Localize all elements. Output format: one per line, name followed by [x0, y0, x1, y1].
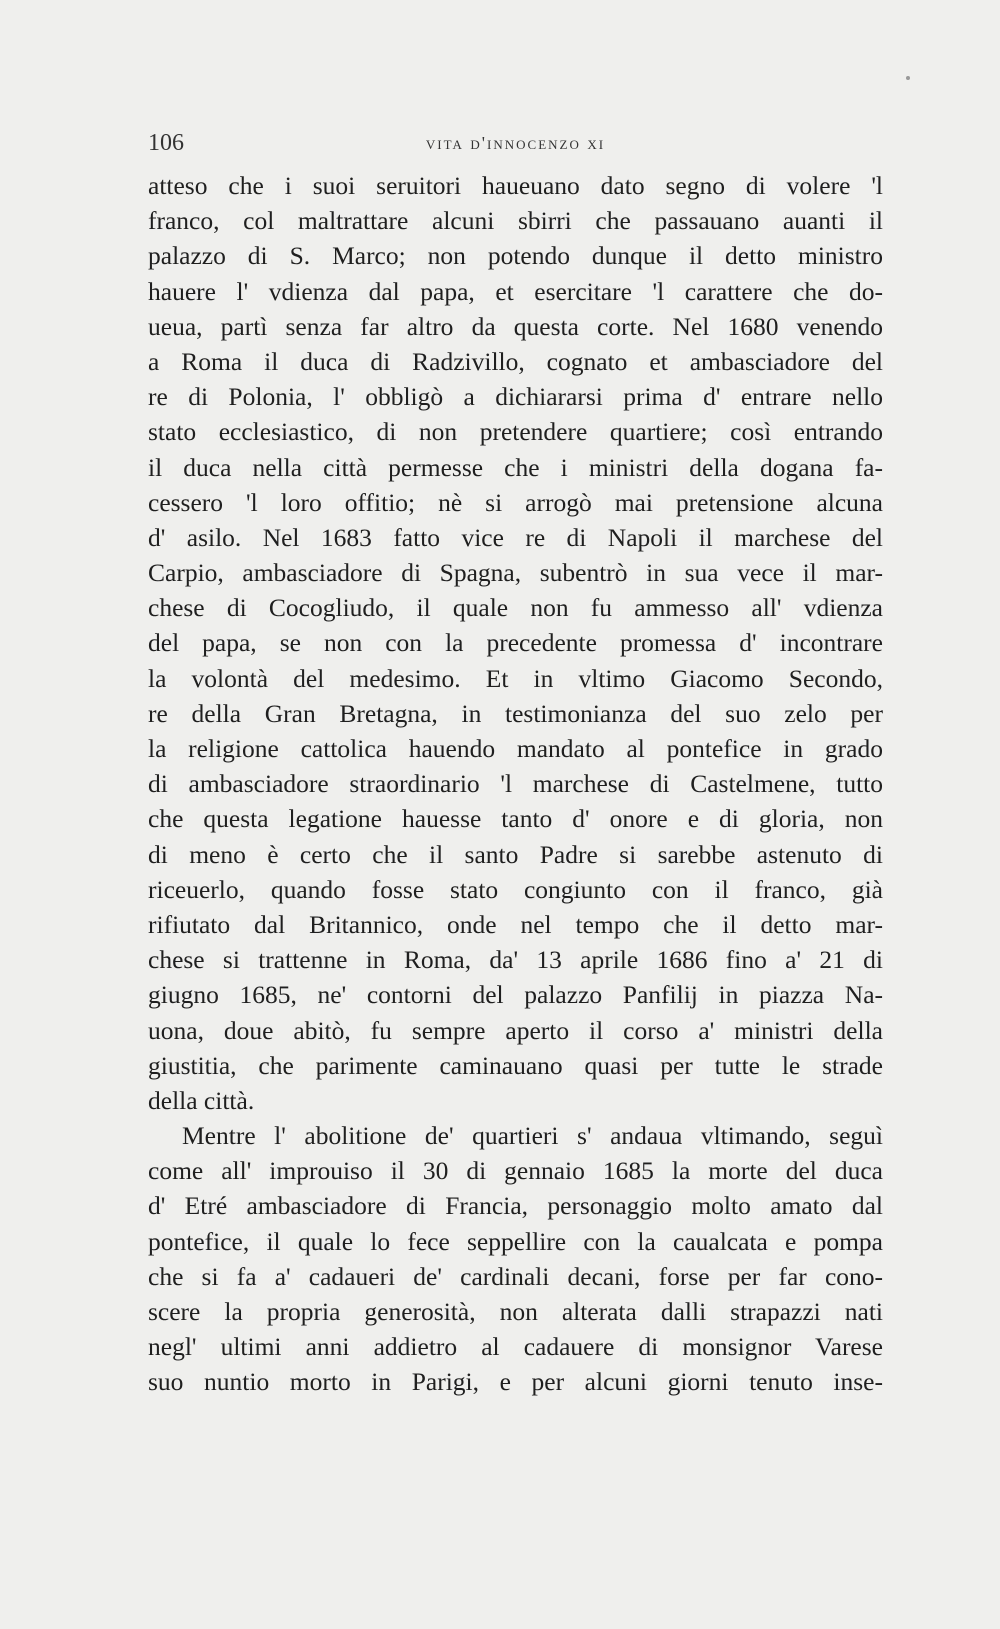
text-line: d' Etré ambasciadore di Francia, personaggio molto amato dal — [148, 1191, 883, 1221]
text-line: cessero 'l loro offitio; nè si arrogò mai pretensione alcuna — [148, 487, 883, 517]
text-line: franco, col maltrattare alcuni sbirri che passauano auanti il — [148, 206, 883, 236]
text-line: suo nuntio morto in Parigi, e per alcuni giorni tenuto inse- — [148, 1367, 883, 1397]
text-line: palazzo di S. Marco; non potendo dunque il detto ministro — [148, 241, 883, 271]
text-line: re di Polonia, l' obbligò a dichiararsi prima d' entrare nello — [148, 382, 883, 412]
text-line: re della Gran Bretagna, in testimonianza del suo zelo per — [148, 698, 883, 728]
text-line: il duca nella città permesse che i ministri della dogana fa- — [148, 452, 883, 482]
page-header — [148, 130, 883, 164]
text-line: che questa legatione hauesse tanto d' onore e di gloria, non — [148, 804, 883, 834]
text-line: che si fa a' cadaueri de' cardinali decani, forse per far cono- — [148, 1261, 883, 1291]
text-line: a Roma il duca di Radzivillo, cognato et ambasciadore del — [148, 346, 883, 376]
running-head: vita d'innocenzo xi — [425, 133, 606, 153]
text-line: come all' improuiso il 30 di gennaio 1685 la morte del duca — [148, 1156, 883, 1186]
text-line: d' asilo. Nel 1683 fatto vice re di Napoli il marchese del — [148, 522, 883, 552]
paragraph-start-line: Mentre l' abolitione de' quartieri s' andaua vltimando, seguì — [182, 1121, 883, 1151]
text-line: rifiutato dal Britannico, onde nel tempo che il detto mar- — [148, 909, 883, 939]
text-line: la volontà del medesimo. Et in vltimo Giacomo Secondo, — [148, 663, 883, 693]
text-line: hauere l' vdienza dal papa, et esercitare 'l carattere che do- — [148, 276, 883, 306]
text-line: chese di Cocogliudo, il quale non fu ammesso all' vdienza — [148, 593, 883, 623]
text-line: ueua, partì senza far altro da questa corte. Nel 1680 venendo — [148, 311, 883, 341]
text-line: atteso che i suoi seruitori haueuano dato segno di volere 'l — [148, 171, 883, 200]
body-text — [148, 168, 883, 1400]
page-number: 106 — [148, 130, 184, 156]
text-line: negl' ultimi anni addietro al cadauere di monsignor Varese — [148, 1332, 883, 1362]
paragraph-end-line: della città. — [148, 1085, 255, 1115]
text-line: giustitia, che parimente caminauano quasi per tutte le strade — [148, 1050, 883, 1080]
text-line: scere la propria generosità, non alterata dalli strapazzi nati — [148, 1297, 883, 1326]
text-line: chese si trattenne in Roma, da' 13 aprile 1686 fino a' 21 di — [148, 945, 883, 975]
paper-speck — [906, 76, 910, 80]
text-line: riceuerlo, quando fosse stato congiunto con il franco, già — [148, 874, 883, 904]
text-line: stato ecclesiastico, di non pretendere quartiere; così entrando — [148, 417, 883, 447]
text-line: del papa, se non con la precedente promessa d' incontrare — [148, 628, 883, 658]
text-line: di ambasciadore straordinario 'l marchese di Castelmene, tutto — [148, 769, 883, 799]
text-line: pontefice, il quale lo fece seppellire con la caualcata e pompa — [148, 1226, 883, 1256]
text-line: giugno 1685, ne' contorni del palazzo Panfilij in piazza Na- — [148, 980, 883, 1010]
text-line: di meno è certo che il santo Padre si sarebbe astenuto di — [148, 839, 883, 869]
text-line: Carpio, ambasciadore di Spagna, subentrò in sua vece il mar- — [148, 558, 883, 588]
text-line: uona, doue abitò, fu sempre aperto il corso a' ministri della — [148, 1015, 883, 1045]
text-line: la religione cattolica hauendo mandato al pontefice in grado — [148, 734, 883, 763]
